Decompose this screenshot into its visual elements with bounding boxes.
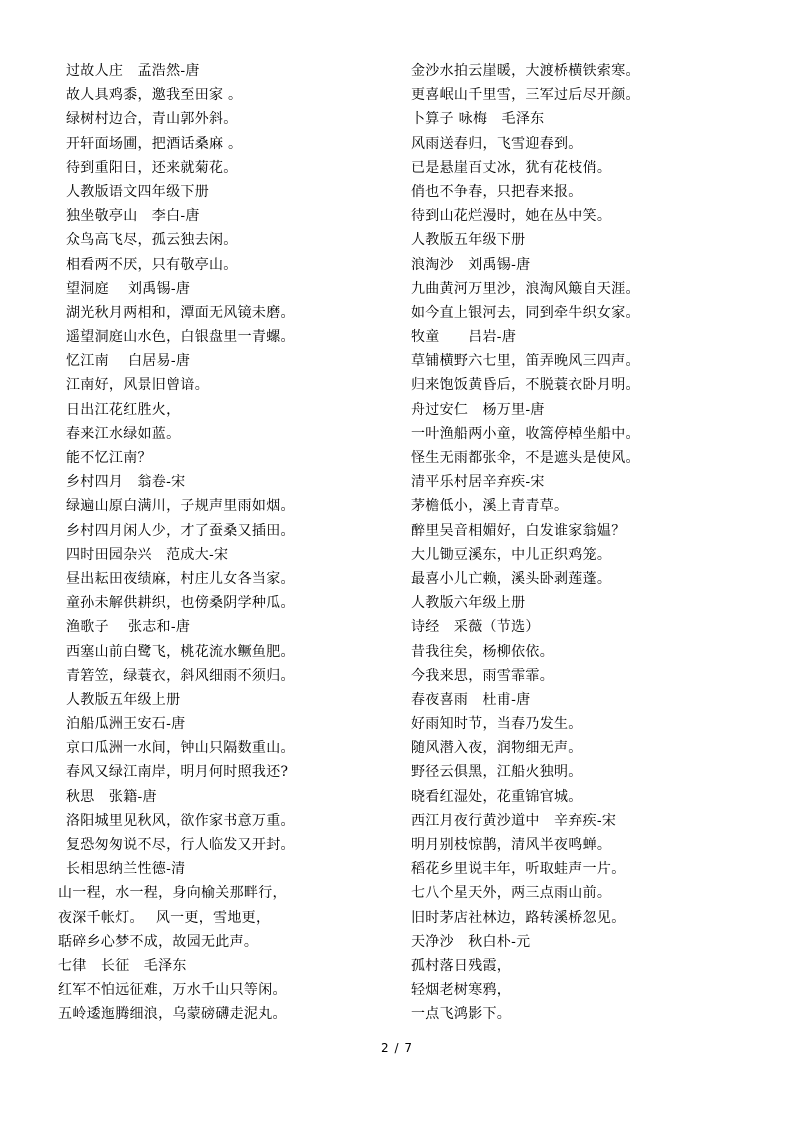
poem-line: 待到重阳日，还来就菊花。 [66, 159, 238, 176]
poem-line: 昼出耘田夜绩麻，村庄儿女各当家。 [66, 570, 295, 587]
poem-line: 开轩面场圃，把酒话桑麻 。 [66, 135, 243, 152]
poem-line: 七八个星天外，两三点雨山前。 [411, 885, 612, 902]
poem-title: 舟过安仁 杨万里-唐 [411, 401, 545, 418]
section-heading: 人教版五年级下册 [411, 232, 526, 249]
poem-line: 绿树村边合，青山郭外斜。 [66, 111, 238, 128]
poem-line: 复恐匆匆说不尽，行人临发又开封。 [66, 837, 295, 853]
poem-line: 晓看红湿处，花重锦官城。 [411, 788, 583, 805]
poem-line: 归来饱饭黄昏后，不脱蓑衣卧月明。 [411, 377, 640, 394]
poem-title: 七律 长征 毛泽东 [58, 957, 187, 974]
poem-line: 茅檐低小，溪上青青草。 [411, 498, 569, 515]
section-heading: 人教版五年级上册 [66, 691, 181, 708]
poem-line: 湖光秋月两相和，潭面无风镜未磨。 [66, 304, 295, 321]
poem-title: 卜算子 咏梅 毛泽东 [411, 111, 545, 128]
poem-title: 天净沙 秋白朴-元 [411, 933, 531, 950]
poem-line: 俏也不争春，只把春来报。 [411, 183, 583, 200]
poem-line: 更喜岷山千里雪，三军过后尽开颜。 [411, 87, 640, 104]
poem-line: 如今直上银河去，同到牵牛织女家。 [411, 304, 640, 321]
poem-line: 明月别枝惊鹊，清风半夜鸣蝉。 [411, 837, 612, 853]
poem-line: 今我来思，雨雪霏霏。 [411, 667, 554, 684]
poem-line: 稻花乡里说丰年，听取蛙声一片。 [411, 861, 626, 878]
poem-line: 故人具鸡黍，邀我至田家 。 [66, 87, 243, 104]
poem-line: 春风又绿江南岸，明月何时照我还? [66, 764, 289, 781]
poem-line: 洛阳城里见秋风，欲作家书意万重。 [66, 812, 295, 829]
poem-line: 大儿锄豆溪东，中儿正织鸡笼。 [411, 546, 612, 563]
left-column [58, 59, 388, 1027]
poem-title: 诗经 采薇（节选） [411, 619, 540, 636]
poem-line: 轻烟老树寒鸦， [411, 982, 512, 999]
poem-line: 红军不怕远征难，万水千山只等闲。 [58, 982, 287, 999]
poem-title: 春夜喜雨 杜甫-唐 [411, 691, 531, 708]
section-heading: 人教版语文四年级下册 [66, 183, 209, 200]
poem-line: 好雨知时节，当春乃发生。 [411, 716, 583, 733]
poem-title: 长相思纳兰性德-清 [66, 861, 186, 878]
poem-line: 野径云俱黑，江船火独明。 [411, 764, 583, 781]
poem-line: 草铺横野六七里，笛弄晚风三四声。 [411, 353, 640, 370]
poem-title: 渔歌子 张志和-唐 [66, 619, 191, 636]
poem-line: 旧时茅店社林边，路转溪桥忽见。 [411, 909, 626, 926]
poem-line: 过故人庄 孟浩然-唐 [66, 63, 200, 79]
poem-line: 已是悬崖百丈冰，犹有花枝俏。 [411, 159, 612, 176]
page-number: 2 / 7 [381, 1041, 413, 1055]
poem-title: 望洞庭 刘禹锡-唐 [66, 280, 191, 297]
poem-line: 怪生无雨都张伞，不是遮头是使风。 [411, 450, 640, 466]
poem-line: 青箬笠，绿蓑衣，斜风细雨不须归。 [66, 667, 295, 684]
poem-line: 乡村四月闲人少，才了蚕桑又插田。 [66, 522, 295, 539]
poem-line: 待到山花烂漫时，她在丛中笑。 [411, 208, 612, 225]
poem-title: 浪淘沙 刘禹锡-唐 [411, 256, 531, 273]
right-column [411, 59, 751, 1027]
poem-line: 随风潜入夜，润物细无声。 [411, 740, 583, 757]
poem-line: 春来江水绿如蓝。 [66, 425, 181, 442]
poem-line: 江南好，风景旧曾谙。 [66, 377, 209, 394]
poem-line: 金沙水拍云崖暖，大渡桥横铁索寒。 [411, 63, 640, 79]
poem-line: 一叶渔船两小童，收篙停棹坐船中。 [411, 425, 640, 442]
poem-line: 昔我往矣，杨柳依依。 [411, 643, 554, 660]
poem-title: 乡村四月 翁卷-宋 [66, 474, 186, 491]
poem-title: 牧童 吕岩-唐 [411, 329, 517, 346]
poem-line: 众鸟高飞尽，孤云独去闲。 [66, 232, 238, 249]
poem-line: 西塞山前白鹭飞，桃花流水鳜鱼肥。 [66, 643, 295, 660]
poem-title: 独坐敬亭山 李白-唐 [66, 208, 200, 225]
poem-line: 五岭逶迤腾细浪，乌蒙磅礴走泥丸。 [58, 1006, 287, 1023]
poem-title: 泊船瓜洲王安石-唐 [66, 716, 186, 733]
poem-line: 最喜小儿亡赖，溪头卧剥莲蓬。 [411, 570, 612, 587]
poem-title: 清平乐村居辛弃疾-宋 [411, 474, 545, 491]
poem-line: 京口瓜洲一水间，钟山只隔数重山。 [66, 740, 295, 757]
poem-line: 绿遍山原白满川，子规声里雨如烟。 [66, 498, 295, 515]
poem-line: 孤村落日残霞， [411, 957, 512, 974]
poem-line: 夜深千帐灯。 风一更，雪地更， [58, 909, 271, 926]
poem-line: 相看两不厌，只有敬亭山。 [66, 256, 238, 273]
poem-title: 四时田园杂兴 范成大-宋 [66, 546, 229, 563]
poem-line: 一点飞鸿影下。 [411, 1006, 512, 1023]
poem-line: 风雨送春归，飞雪迎春到。 [411, 135, 583, 152]
poem-line: 能不忆江南？ [66, 450, 152, 466]
section-heading: 人教版六年级上册 [411, 595, 526, 612]
poem-line: 童孙未解供耕织，也傍桑阴学种瓜。 [66, 595, 295, 612]
poem-line: 醉里吴音相媚好，白发谁家翁媪？ [411, 522, 626, 539]
poem-line: 山一程，水一程，身向榆关那畔行， [58, 885, 287, 902]
poem-title: 西江月夜行黄沙道中 辛弃疾-宋 [411, 812, 617, 829]
poem-line: 聒碎乡心梦不成，故园无此声。 [58, 933, 259, 950]
poem-line: 遥望洞庭山水色，白银盘里一青螺。 [66, 329, 295, 346]
poem-title: 忆江南 白居易-唐 [66, 353, 191, 370]
poem-title: 秋思 张籍-唐 [66, 788, 157, 805]
poem-line: 九曲黄河万里沙，浪淘风簸自天涯。 [411, 280, 640, 297]
poem-line: 日出江花红胜火， [66, 401, 181, 418]
